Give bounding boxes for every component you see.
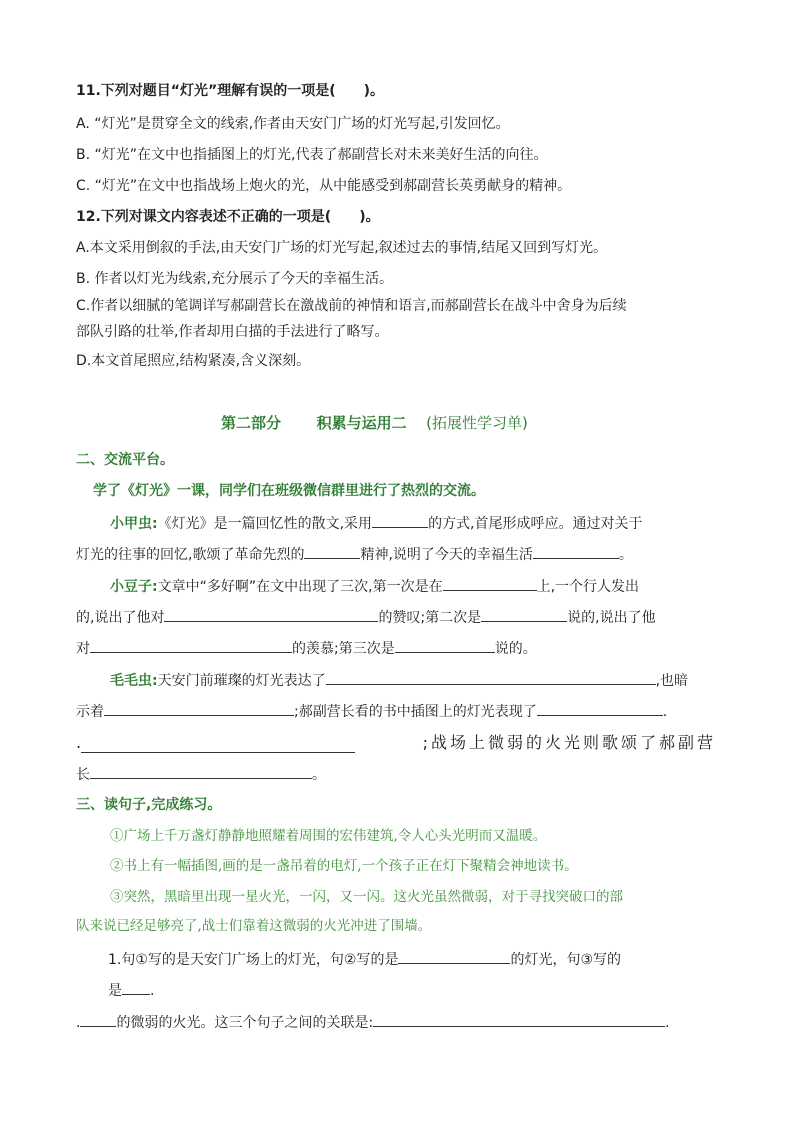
exercise-1-line3: . 的微弱的火光。这三个句子之间的关联是: . [76, 1011, 670, 1033]
blank-illustration-light[interactable] [537, 700, 663, 716]
blank-narrative-method[interactable] [372, 512, 428, 528]
xjc-paragraph-line1: 小甲虫:《灯光》是一篇回忆性的散文,采用 的方式,首尾形成呼应。通过对关于 [110, 512, 643, 534]
sentence-1: ①广场上千万盏灯静静地照耀着周围的宏伟建筑,令人心头光明而又温暖。 [110, 828, 547, 844]
speaker-xiaodouzi: 小豆子: [110, 579, 158, 595]
question-12-option-d: D.本文首尾照应,结构紧凑,含义深刻。 [76, 353, 311, 369]
speaker-xiaojiachong: 小甲虫: [110, 516, 158, 532]
question-12-stem: 12.下列对课文内容表述不正确的一项是( )。 [76, 209, 380, 225]
question-12-option-a: A.本文采用倒叙的手法,由天安门广场的灯光写起,叙述过去的事情,结尾又回到写灯光。 [76, 240, 608, 256]
part-2-note: (拓展性学习单) [426, 414, 528, 432]
mmc-paragraph-line2: 示着 ;郝副营长看的书中插图上的灯光表现了 . [76, 700, 667, 722]
sentence-2: ②书上有一幅插图,画的是一盏吊着的电灯,一个孩子正在灯下聚精会神地读书。 [110, 858, 578, 874]
question-11-stem: 11.下列对题目“灯光”理解有误的一项是( )。 [76, 83, 384, 99]
question-11-option-b: B. “灯光”在文中也指插图上的灯光,代表了郝副营长对未来美好生活的向往。 [76, 147, 548, 163]
blank-envy-object[interactable] [90, 637, 292, 653]
mmc-paragraph-line1: 毛毛虫:天安门前璀璨的灯光表达了 ,也暗 [110, 669, 688, 691]
question-11-option-a: A. “灯光”是贯穿全文的线索,作者由天安门广场的灯光写起,引发回忆。 [76, 116, 510, 132]
blank-illustration-light-cont[interactable] [81, 737, 355, 753]
blank-tiananmen-light-meaning[interactable] [326, 669, 656, 685]
xjc-paragraph-line2: 灯光的往事的回忆,歌颂了革命先烈的 精神,说明了今天的幸福生活 。 [76, 543, 633, 565]
exercise-1-line1: 1.句①写的是天安门广场上的灯光，句②写的是 的灯光，句③写的 [108, 948, 621, 970]
question-12-option-b: B. 作者以灯光为线索,充分展示了今天的幸福生活。 [76, 271, 393, 287]
question-12-option-c-line1: C.作者以细腻的笔调详写郝副营长在激战前的神情和语言,而郝副营长在战斗中舍身为后续 [76, 298, 627, 314]
blank-spirit[interactable] [304, 543, 360, 559]
blank-implication[interactable] [104, 700, 294, 716]
blank-first-place[interactable] [443, 575, 537, 591]
blank-sentence-3-light[interactable] [122, 979, 150, 995]
part-2-subject: 积累与运用二 [316, 414, 407, 432]
exercise-1-line2: 是 . [108, 979, 154, 1001]
blank-sentence-2-light[interactable] [398, 948, 510, 964]
blank-fire-praise[interactable] [90, 763, 312, 779]
question-12-option-c-line2: 部队引路的壮举,作者却用白描的手法进行了略写。 [76, 324, 389, 340]
blank-relationship[interactable] [373, 1011, 665, 1027]
blank-praise-object[interactable] [164, 606, 378, 622]
speaker-maomaochong: 毛毛虫: [110, 673, 158, 689]
sentence-3-line1: ③突然，黑暗里出现一星火光，一闪，又一闪。这火光虽然微弱，对于寻找突破口的部 [110, 889, 623, 905]
xdz-paragraph-line2: 的,说出了他对 的赞叹;第二次是 说的,说出了他 [76, 606, 656, 628]
blank-sentence-3-light-cont[interactable] [80, 1011, 116, 1027]
blank-third-speaker[interactable] [395, 637, 495, 653]
section-2-title: 二、交流平台。 [76, 452, 174, 468]
sentence-3-line2: 队来说已经足够亮了,战士们靠着这微弱的火光冲进了围墙。 [76, 918, 432, 934]
xdz-paragraph-line3: 对 的羡慕;第三次是 说的。 [76, 637, 537, 659]
section-3-title: 三、读句子,完成练习。 [76, 797, 222, 813]
mmc-paragraph-line3: . ;战场上微弱的火光则歌颂了郝副营 [76, 733, 716, 752]
xdz-paragraph-line1: 小豆子:文章中“多好啊”在文中出现了三次,第一次是在 上,一个行人发出 [110, 575, 639, 597]
blank-happy-life[interactable] [533, 543, 619, 559]
mmc-paragraph-line4: 长 。 [76, 763, 326, 785]
part-2-label: 第二部分 [221, 414, 282, 432]
blank-second-speaker[interactable] [481, 606, 567, 622]
part-2-title [221, 413, 528, 433]
section-2-intro: 学了《灯光》一课，同学们在班级微信群里进行了热烈的交流。 [93, 483, 485, 499]
question-11-option-c: C. “灯光”在文中也指战场上炮火的光，从中能感受到郝副营长英勇献身的精神。 [76, 178, 572, 194]
